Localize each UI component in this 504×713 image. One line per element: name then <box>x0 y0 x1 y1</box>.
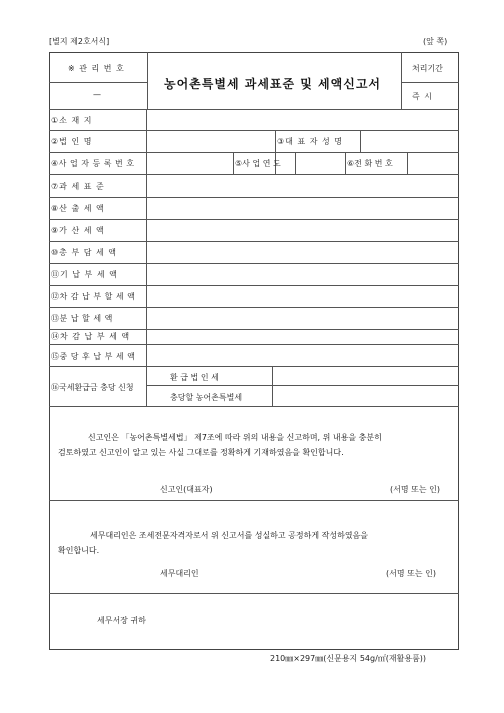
paper-spec-footer: 210㎜×297㎜(신문용지 54g/㎡(재활용품)) <box>270 654 427 663</box>
form-title: 농어촌특별세 과세표준 및 세액신고서 <box>164 77 382 91</box>
divider <box>146 109 147 406</box>
divider <box>49 219 459 220</box>
agent-line-1: 세무대리인은 조세전문자격자로서 위 신고서를 성실하고 공정하게 작성하였음을 <box>90 531 369 540</box>
divider <box>146 385 459 386</box>
divider <box>49 285 459 286</box>
divider <box>360 130 361 152</box>
label-corp-name: ②법 인 명 <box>51 137 93 146</box>
divider <box>49 593 459 594</box>
label-offset-special-tax: 충당할 농어촌특별세 <box>170 393 243 402</box>
divider <box>49 406 459 407</box>
label-phone: ⑥전 화 번 호 <box>347 159 393 168</box>
processing-period-value: 즉 시 <box>412 92 433 101</box>
form-number: [별지 제2호서식] <box>49 37 110 46</box>
page-side-label: (앞 쪽) <box>423 37 448 46</box>
divider <box>49 329 459 330</box>
divider <box>147 52 148 109</box>
label-after-offset-tax: ⑮중 당 후 납 부 세 액 <box>51 352 136 361</box>
label-installment-tax: ⑬분 납 할 세 액 <box>51 314 113 323</box>
addressee: 세무서장 귀하 <box>97 616 146 625</box>
divider <box>49 241 459 242</box>
divider <box>407 152 408 174</box>
label-business-year: ⑤사 업 연 도 <box>235 159 281 168</box>
processing-period-label: 처리기간 <box>412 64 443 73</box>
divider <box>345 152 346 174</box>
tax-agent-sign-label: (서명 또는 인) <box>386 569 436 578</box>
label-refund-offset-request: ⑯국세환급금 충당 신청 <box>51 383 134 392</box>
label-business-reg-no: ④사 업 자 등 록 번 호 <box>51 159 135 168</box>
declaration-line-1: 신고인은 「농어촌특별세법」 제7조에 따라 위의 내용을 신고하며, 위 내용을 충분히 <box>88 433 382 442</box>
divider <box>49 307 459 308</box>
management-number-value: — <box>93 90 102 99</box>
management-number-label: ※ 관 리 번 호 <box>68 64 125 73</box>
label-representative: ③대 표 자 성 명 <box>277 137 343 146</box>
divider <box>272 366 273 406</box>
divider <box>233 152 234 174</box>
label-location: ①소 재 지 <box>51 116 93 125</box>
label-penalty-tax: ⑨가 산 세 액 <box>51 226 105 235</box>
label-net-payable-tax: ⑫차 감 납 부 할 세 액 <box>51 292 136 301</box>
divider <box>49 197 459 198</box>
label-total-tax: ⑩총 부 담 세 액 <box>51 248 117 257</box>
divider <box>401 82 459 83</box>
divider <box>295 152 296 174</box>
divider <box>49 366 459 367</box>
label-prepaid-tax: ⑪기 납 부 세 액 <box>51 270 118 279</box>
label-tax-base: ⑦과 세 표 준 <box>51 182 105 191</box>
label-net-paid-tax: ⑭차 감 납 부 세 액 <box>51 332 131 341</box>
label-calculated-tax: ⑧산 출 세 액 <box>51 204 105 213</box>
divider <box>49 109 459 110</box>
label-refund-corp-tax: 환 급 법 인 세 <box>170 373 219 382</box>
tax-agent-label: 세무대리인 <box>160 569 199 578</box>
divider <box>49 130 459 131</box>
agent-line-2: 확인합니다. <box>58 546 100 555</box>
divider <box>49 344 459 345</box>
divider <box>49 500 459 501</box>
declarant-label: 신고인(대표자) <box>160 485 213 494</box>
divider <box>49 152 459 153</box>
divider <box>401 52 402 109</box>
divider <box>49 263 459 264</box>
divider <box>49 82 147 83</box>
divider <box>49 174 459 175</box>
declaration-line-2: 검토하였고 신고인이 알고 있는 사실 그대로를 정확하게 기재하였음을 확인합니다. <box>58 448 344 457</box>
declarant-sign-label: (서명 또는 인) <box>390 485 440 494</box>
